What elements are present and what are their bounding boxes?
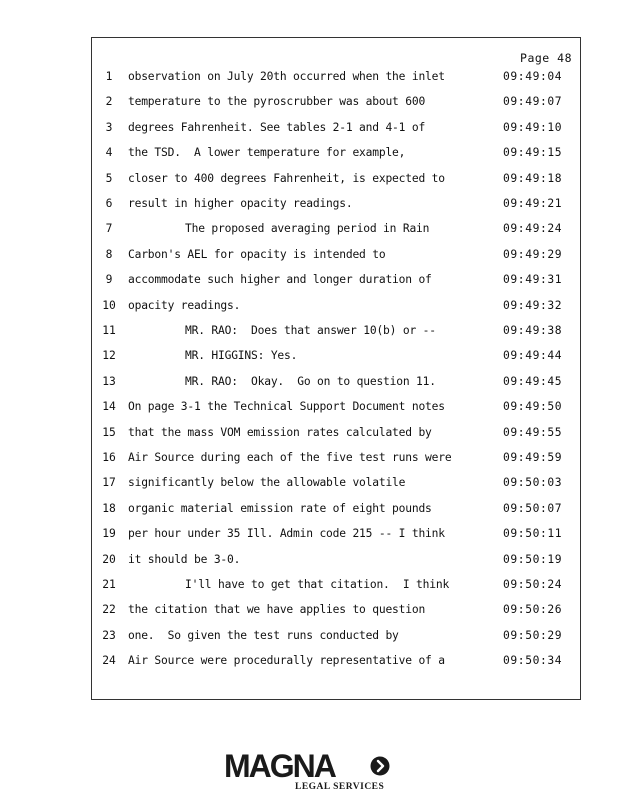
transcript-line: [92, 502, 580, 527]
line-text: Air Source during each of the five test runs were: [128, 451, 452, 464]
transcript-line: [92, 400, 580, 425]
line-text: I'll have to get that citation. I think: [185, 578, 450, 591]
line-timestamp: 09:49:59: [503, 451, 563, 464]
transcript-line: [92, 629, 580, 654]
line-text: temperature to the pyroscrubber was about 600: [128, 95, 426, 109]
line-text: it should be 3-0.: [128, 552, 241, 566]
line-timestamp: 09:49:07: [503, 95, 563, 109]
line-number: 8: [105, 247, 113, 261]
transcript-line: [92, 273, 580, 298]
transcript-page: [91, 37, 581, 700]
line-timestamp: 09:49:21: [503, 197, 563, 210]
transcript-line: [92, 654, 580, 679]
arrow-circle-icon: [370, 756, 390, 776]
line-timestamp: 09:50:19: [503, 552, 563, 566]
transcript-line: [92, 172, 580, 197]
line-number: 17: [102, 476, 116, 490]
line-number: 16: [102, 451, 116, 464]
line-timestamp: 09:49:38: [503, 324, 563, 337]
transcript-line: [92, 222, 580, 247]
line-number: 10: [102, 298, 116, 312]
line-text: the TSD. A lower temperature for example,: [128, 146, 406, 160]
line-number: 14: [102, 400, 116, 414]
line-text: closer to 400 degrees Fahrenheit, is expected to: [128, 171, 445, 185]
transcript-line: [92, 299, 580, 324]
line-number: 15: [102, 425, 116, 439]
line-number: 20: [102, 552, 116, 566]
line-timestamp: 09:49:29: [503, 247, 563, 261]
line-text: one. So given the test runs conducted by: [128, 628, 399, 642]
transcript-line: [92, 603, 580, 628]
transcript-line: [92, 451, 580, 476]
line-number: 2: [105, 95, 113, 109]
line-timestamp: 09:49:24: [503, 222, 563, 236]
line-timestamp: 09:50:29: [503, 628, 563, 642]
logo-tagline: LEGAL SERVICES: [295, 782, 385, 792]
line-text: MR. HIGGINS: Yes.: [185, 349, 298, 363]
line-text: the citation that we have applies to question: [128, 603, 426, 617]
line-timestamp: 09:50:11: [503, 527, 563, 541]
transcript-line: [92, 349, 580, 374]
line-text: that the mass VOM emission rates calculated by: [128, 425, 432, 439]
line-text: MR. RAO: Does that answer 10(b) or --: [185, 324, 436, 337]
transcript-line: [92, 527, 580, 552]
line-timestamp: 09:49:45: [503, 374, 563, 388]
line-text: The proposed averaging period in Rain: [185, 222, 430, 236]
line-text: significantly below the allowable volatile: [128, 476, 406, 490]
transcript-line: [92, 476, 580, 501]
transcript-line: [92, 578, 580, 603]
line-timestamp: 09:49:32: [503, 298, 563, 312]
line-number: 12: [102, 349, 116, 363]
line-number: 13: [102, 374, 116, 388]
line-number: 21: [102, 578, 116, 591]
line-timestamp: 09:49:18: [503, 171, 563, 185]
line-timestamp: 09:49:50: [503, 400, 563, 414]
line-timestamp: 09:50:26: [503, 603, 563, 617]
line-timestamp: 09:50:24: [503, 578, 563, 591]
line-text: degrees Fahrenheit. See tables 2-1 and 4-1 of: [128, 120, 426, 134]
line-number: 7: [105, 222, 113, 236]
transcript-line: [92, 95, 580, 120]
line-timestamp: 09:49:55: [503, 425, 563, 439]
line-number: 6: [105, 197, 113, 210]
line-number: 11: [102, 324, 116, 337]
line-timestamp: 09:50:34: [503, 654, 563, 668]
line-number: 9: [105, 273, 113, 287]
line-text: organic material emission rate of eight pounds: [128, 501, 432, 515]
line-timestamp: 09:49:10: [503, 120, 563, 134]
line-timestamp: 09:49:44: [503, 349, 563, 363]
line-number: 19: [102, 527, 116, 541]
page-number: Page 48: [520, 51, 572, 65]
line-text: observation on July 20th occurred when the inlet: [128, 70, 445, 83]
transcript-line: [92, 248, 580, 273]
line-text: Carbon's AEL for opacity is intended to: [128, 247, 386, 261]
line-timestamp: 09:49:15: [503, 146, 563, 160]
line-number: 1: [105, 70, 113, 83]
transcript-line: [92, 70, 580, 95]
line-timestamp: 09:49:04: [503, 70, 563, 83]
line-number: 23: [102, 628, 116, 642]
line-text: MR. RAO: Okay. Go on to question 11.: [185, 374, 436, 388]
line-text: per hour under 35 Ill. Admin code 215 -- I think: [128, 527, 445, 541]
logo-wordmark: MAGNA: [224, 748, 335, 784]
transcript-line: [92, 121, 580, 146]
line-text: On page 3-1 the Technical Support Document notes: [128, 400, 445, 414]
line-number: 5: [105, 171, 113, 185]
line-number: 4: [105, 146, 113, 160]
transcript-line: [92, 146, 580, 171]
line-timestamp: 09:50:03: [503, 476, 563, 490]
transcript-line: [92, 553, 580, 578]
transcript-line: [92, 375, 580, 400]
line-number: 3: [105, 120, 113, 134]
line-number: 18: [102, 501, 116, 515]
transcript-line: [92, 197, 580, 222]
line-text: accommodate such higher and longer duration of: [128, 273, 432, 287]
transcript-line: [92, 426, 580, 451]
line-number: 22: [102, 603, 116, 617]
line-text: Air Source were procedurally representative of a: [128, 654, 445, 668]
transcript-line: [92, 324, 580, 349]
magna-logo: [224, 750, 396, 794]
line-text: opacity readings.: [128, 298, 241, 312]
line-number: 24: [102, 654, 116, 668]
line-timestamp: 09:49:31: [503, 273, 563, 287]
line-timestamp: 09:50:07: [503, 501, 563, 515]
line-text: result in higher opacity readings.: [128, 197, 353, 210]
